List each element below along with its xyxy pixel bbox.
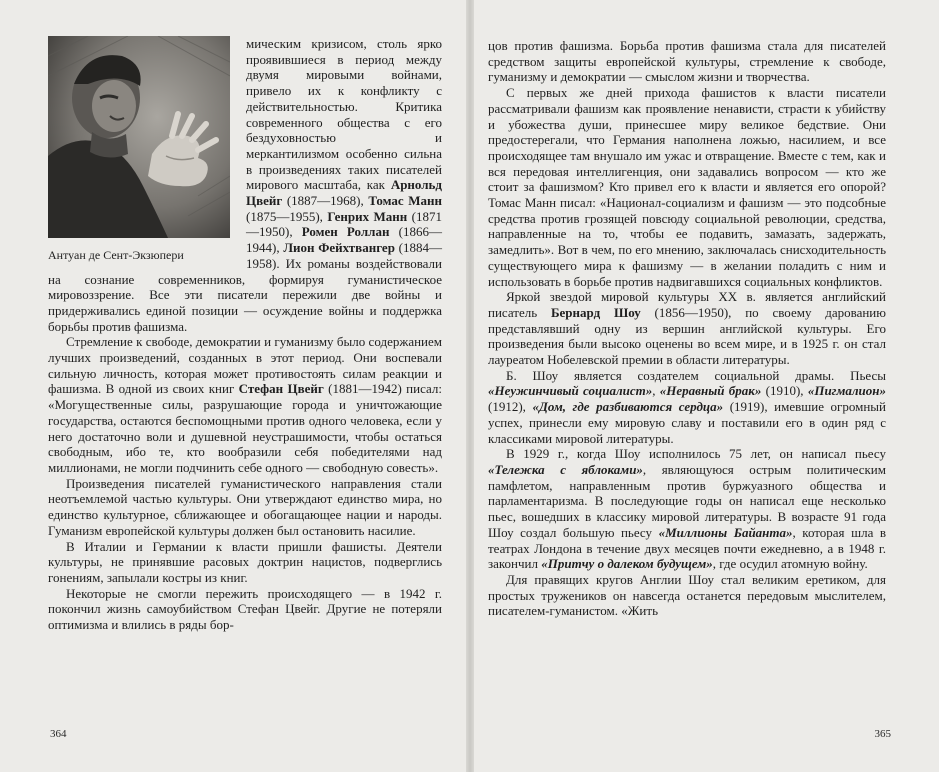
paragraph: В Италии и Германии к власти пришли фашисты. Деятели культуры, не принявшие расовых доктрин нацистов, подверглись гонениям, запылали костры из книг. (48, 538, 442, 585)
left-page-body (48, 36, 442, 633)
paragraph: Яркой звездой мировой культуры XX в. является английский писатель Бернард Шоу (1856—1950), по своему дарованию представлявший одну из вершин английской культуры. Его произведения были высоко оценены во всем мире, и в 1925 г. он стал лауреатом Нобелевской премии в области литературы. (488, 289, 886, 368)
portrait-illustration (48, 36, 230, 238)
author-name: Томас Манн (368, 193, 442, 209)
page-number: 364 (50, 728, 67, 740)
author-name: Лион Фейхтвангер (283, 240, 395, 256)
paragraph: Б. Шоу является создателем социальной драмы. Пьесы «Неужинчивый социалист», «Неравный брак» (1910), «Пигмалион» (1912), «Дом, где разбиваются сердца» (1919), имевшие огромный успех, принесли ему мировую славу и поставили его в один ряд с классиками мировой литературы. (488, 367, 886, 446)
work-title: «Тележка с яблоками» (488, 461, 643, 477)
paragraph: Некоторые не смогли пережить происходящего — в 1942 г. покончил жизнь самоубийством Стефан Цвейг. Другие не потеряли оптимизма и влились в ряды бор- (48, 585, 442, 633)
author-name: Арнольд Цвейг (246, 177, 442, 209)
work-title: «Притчу о далеком будущем» (541, 556, 713, 572)
right-page-body (488, 38, 886, 619)
work-title: «Миллионы Байанта» (658, 524, 793, 540)
paragraph: мическим кризисом, столь ярко проявившиеся в период между двумя мировыми войнами, привело их к конфликту с действительностью. Критика современного общества с его бездуховностью и меркантилизмом особенно сильна в произведениях таких писателей мирового масштаба, как Арнольд Цвейг (1887—1968), Томас Манн (1875—1955), Генрих Манн (1871—1950), Ромен Роллан (1866—1944), Лион Фейхтвангер (1884—1958). Их романы воздействовали на сознание современников, формируя гуманистическое мировоззрение. Все эти писатели пережили две войны и придерживались единой позиции — осуждение войны и поддержка борьбы против фашизма. (48, 36, 442, 334)
author-name: Бернард Шоу (550, 304, 641, 320)
left-page (0, 0, 466, 772)
author-name: Генрих Манн (327, 208, 408, 224)
right-page (474, 0, 939, 772)
paragraph: Для правящих кругов Англии Шоу стал великим еретиком, для простых тружеников он навсегда останется передовым мыслителем, писателем-гуманистом. «Жить (488, 571, 886, 619)
paragraph: С первых же дней прихода фашистов к власти писатели рассматривали фашизм как проявление ненависти, страсти к убийству и убожества души, принесшее миру великое бедствие. Они предостерегали, что Германия наполнена ложью, насилием, и все происходящее там внушало им ужас и отвращение. Вместе с тем, как и вся передовая интеллигенция, они задавались вопросом — кто же стоит за фашизмом? Кто привел его к власти и является его опорой? Томас Манн писал: «Национал-социализм и фашизм — это подсобные средства против грозящей повсюду социальной революции, средства, направленные на то, чтобы ее подавить, замазать, задержать, замедлить». Вот в чем, по его мнению, заключалась снисходительность существующего мира к фашизму — в желании поладить с ним и использовать в борьбе против надвигавшихся социальных конфликтов. (488, 85, 886, 289)
author-name: Ромен Роллан (301, 224, 390, 240)
work-title: «Неравный брак» (659, 383, 762, 399)
work-title: «Пигмалион» (807, 383, 886, 399)
work-title: «Неужинчивый социалист» (488, 383, 653, 399)
portrait-figure (48, 36, 234, 264)
author-name: Стефан Цвейг (238, 381, 324, 397)
portrait-caption: Антуан де Сент-Экзюпери (48, 248, 184, 262)
portrait-photo (48, 36, 230, 238)
paragraph: Произведения писателей гуманистического направления стали неотъемлемой частью культуры. Они утверждают единство мира, но единство культурное, сближающее и обогащающее нации и народы. Гуманизм европейской культуры должен был остановить насилие. (48, 475, 442, 538)
page-number: 365 (874, 728, 891, 740)
paragraph: Стремление к свободе, демократии и гуманизму было содержанием лучших произведений, созданных в этот период. Они воспевали сильную личность, которая может противостоять силам реакции и фашизма. В одной из своих книг Стефан Цвейг (1881—1942) писал: «Могущественные силы, разрушающие города и уничтожающие государства, остаются беспомощными против одного человека, если у него достаточно воли и душевной неустрашимости, чтобы остаться свободным, ибо те, кто вообразили себя победителями над миллионами, не могли подчинить себе одного — свободную совесть». (48, 334, 443, 475)
work-title: «Дом, где разбиваются сердца» (532, 399, 724, 415)
paragraph: В 1929 г., когда Шоу исполнилось 75 лет, он написал пьесу «Тележка с яблоками», являющуюся острым политическим памфлетом, направленным против буржуазного общества и парламентаризма. В последующие годы он написал еще несколько пьес, вошедших в классику мировой литературы. В возрасте 91 года Шоу создал большую пьесу «Миллионы Байанта», которая шла в театрах Лондона в течение двух месяцев почти ежедневно, а в 1948 г. закончил «Притчу о далеком будущем», где осудил атомную войну. (488, 446, 887, 572)
paragraph: цов против фашизма. Борьба против фашизма стала для писателей средством защиты европейской культуры, стремление к свободе, гуманизму и демократии — смыслом жизни и творчества. (488, 38, 886, 85)
book-gutter (466, 0, 474, 772)
